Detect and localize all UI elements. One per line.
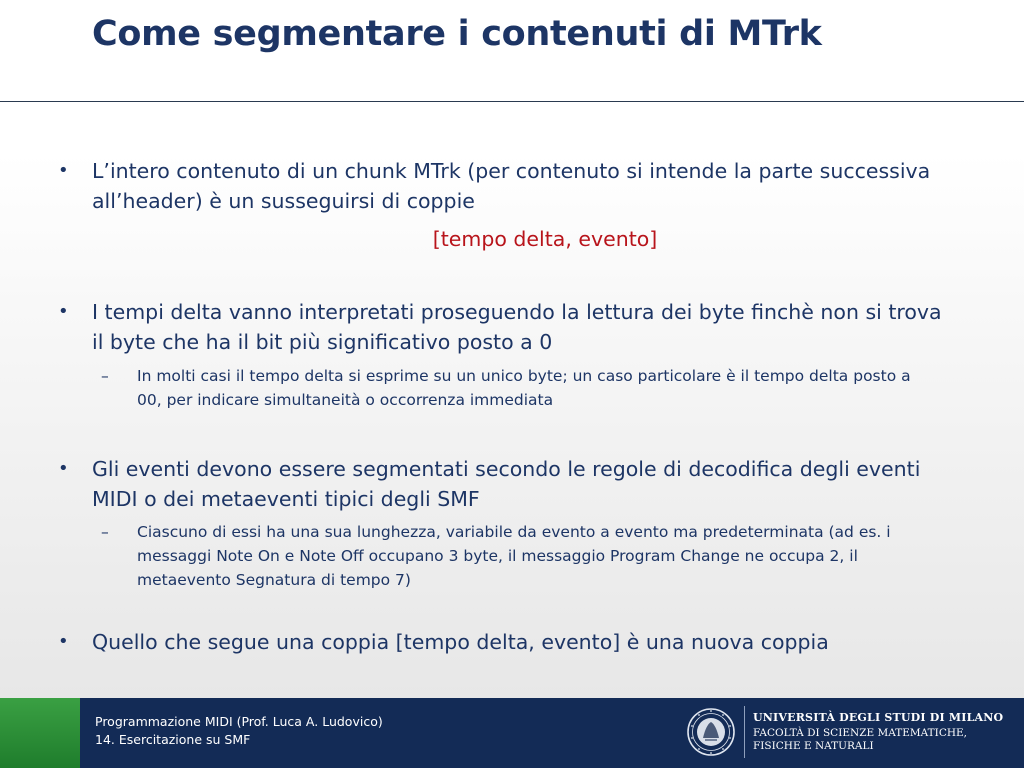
- title-divider: [0, 101, 1024, 102]
- slide-title: Come segmentare i contenuti di MTrk: [92, 14, 822, 54]
- bullet-item: [58, 297, 958, 357]
- slide-footer: [0, 698, 1024, 768]
- sub-bullet-item: [101, 520, 931, 592]
- bullet-text: L’intero contenuto di un chunk MTrk (per contenuto si intende la parte successiva all’header) è un susseguirsi di coppie: [92, 159, 931, 213]
- faculty-name-line2: FISICHE E NATURALI: [753, 740, 874, 752]
- footer-accent-block: [0, 698, 80, 768]
- bullet-text: I tempi delta vanno interpretati proseguendo la lettura dei byte finchè non si trova il byte che ha il bit più significativo posto a 0: [92, 300, 942, 354]
- sub-bullet-item: [101, 364, 931, 412]
- bullet-icon: •: [58, 301, 69, 322]
- bullet-icon: •: [58, 631, 69, 652]
- footer-divider: [744, 706, 745, 758]
- sub-bullet-text: In molti casi il tempo delta si esprime su un unico byte; un caso particolare è il tempo delta posto a 00, per indicare simultaneità o occorrenza immediata: [137, 367, 911, 409]
- faculty-name-line1: FACOLTÀ DI SCIENZE MATEMATICHE,: [753, 727, 968, 739]
- university-name: UNIVERSITÀ DEGLI STUDI DI MILANO: [753, 711, 1004, 724]
- bullet-item: [58, 627, 958, 657]
- bullet-icon: •: [58, 458, 69, 479]
- lecture-title: 14. Esercitazione su SMF: [95, 732, 251, 747]
- bullet-item: [58, 454, 958, 514]
- university-seal-icon: [686, 707, 736, 757]
- bullet-text: Gli eventi devono essere segmentati secondo le regole di decodifica degli eventi MIDI o dei metaeventi tipici degli SMF: [92, 457, 921, 511]
- course-title: Programmazione MIDI (Prof. Luca A. Ludovico): [95, 714, 383, 729]
- dash-icon: –: [101, 523, 109, 541]
- sub-bullet-text: Ciascuno di essi ha una sua lunghezza, variabile da evento a evento ma predeterminata (ad es. i messaggi Note On e Note Off occupano 3 byte, il messaggio Program Change ne occupa 2, il metaevento Segnatura di tempo 7): [137, 523, 891, 589]
- bullet-icon: •: [58, 160, 69, 181]
- formula-text: [tempo delta, evento]: [432, 227, 658, 251]
- bullet-item: [58, 156, 958, 216]
- dash-icon: –: [101, 367, 109, 385]
- bullet-text: Quello che segue una coppia [tempo delta, evento] è una nuova coppia: [92, 630, 829, 654]
